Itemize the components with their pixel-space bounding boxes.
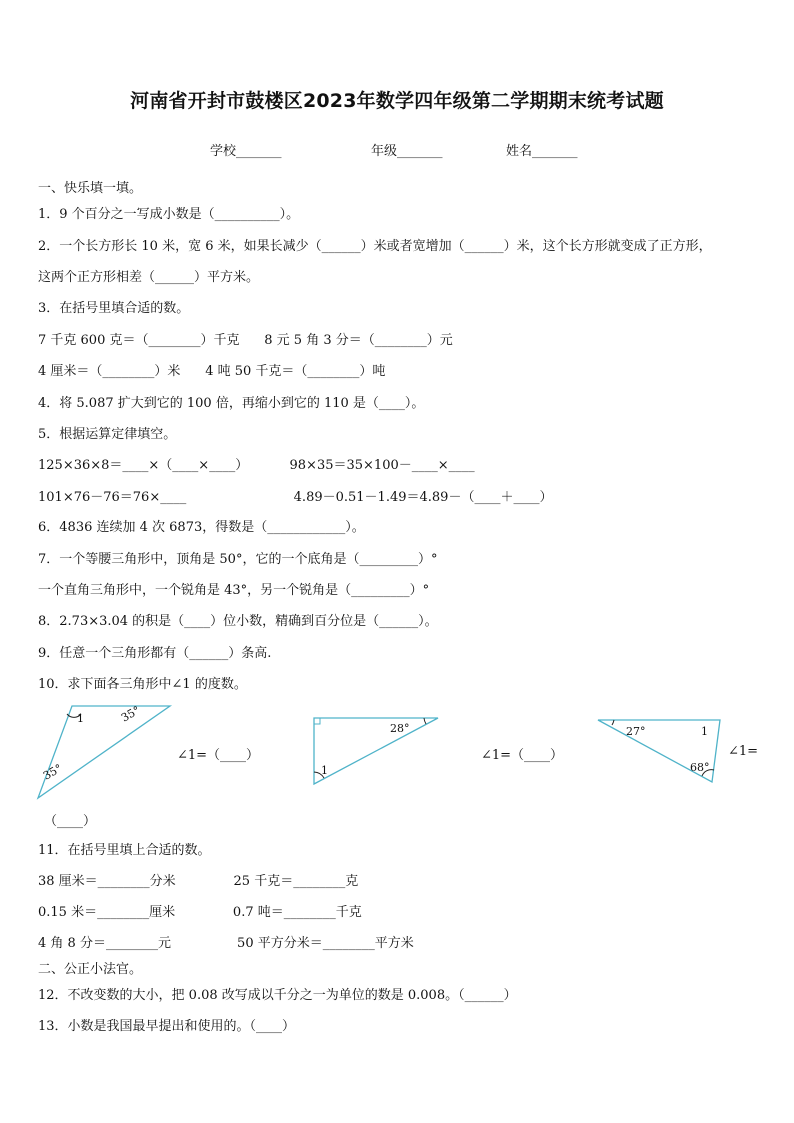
question-5-row-2: 101×76－76＝76×____ 4.89－0.51－1.49＝4.89－（____＋____） <box>38 490 553 505</box>
tri1-answer: ∠1=（____） <box>177 748 260 763</box>
triangle-figure-1 <box>34 700 176 804</box>
question-5-row-1: 125×36×8＝____×（____×____） 98×35＝35×100－____×____ <box>38 458 475 473</box>
tri1-angle-35-bottom: 35° <box>41 761 65 783</box>
question-11-row-1: 38 厘米＝________分米 25 千克＝________克 <box>38 874 359 889</box>
name-field: 姓名_______ <box>506 144 578 159</box>
tri2-answer: ∠1=（____） <box>481 748 564 763</box>
question-2-line-2: 这两个正方形相差（______）平方米。 <box>38 270 260 285</box>
triangle-figure-3 <box>594 714 724 786</box>
question-9: 9．任意一个三角形都有（______）条高. <box>38 646 272 661</box>
triangle-figure-2 <box>308 712 444 788</box>
question-6: 6．4836 连续加 4 次 6873，得数是（____________）。 <box>38 520 365 535</box>
question-11: 11．在括号里填上合适的数。 <box>38 843 211 858</box>
question-13: 13．小数是我国最早提出和使用的。（____） <box>38 1019 296 1034</box>
tri3-angle-27-label: 27° <box>626 725 646 738</box>
tri3-answer-prefix: ∠1= <box>728 744 759 759</box>
tri1-angle-35-top: 35° <box>119 703 143 725</box>
page-title: 河南省开封市鼓楼区2023年数学四年级第二学期期末统考试题 <box>130 90 664 112</box>
question-7-line-2: 一个直角三角形中，一个锐角是 43°，另一个锐角是（_________）° <box>38 583 430 598</box>
question-10: 10．求下面各三角形中∠1 的度数。 <box>38 677 247 692</box>
question-11-row-2: 0.15 米＝________厘米 0.7 吨＝________千克 <box>38 905 362 920</box>
question-1: 1．9 个百分之一写成小数是（__________）。 <box>38 207 300 222</box>
grade-field: 年级_______ <box>371 144 443 159</box>
tri1-angle-1-label: 1 <box>77 712 84 725</box>
question-2-line-1: 2．一个长方形长 10 米，宽 6 米，如果长减少（______）米或者宽增加（______）米，这个长方形就变成了正方形， <box>38 239 712 254</box>
question-12: 12．不改变数的大小，把 0.08 改写成以千分之一为单位的数是 0.008。（______） <box>38 988 517 1003</box>
question-3-row-1: 7 千克 600 克＝（________）千克 8 元 5 角 3 分＝（________）元 <box>38 333 453 348</box>
question-5: 5．根据运算定律填空。 <box>38 427 177 442</box>
question-3-row-2: 4 厘米＝（________）米 4 吨 50 千克＝（________）吨 <box>38 364 386 379</box>
section-heading-1: 一、快乐填一填。 <box>38 181 143 196</box>
question-3: 3．在括号里填合适的数。 <box>38 301 190 316</box>
tri2-angle-28-label: 28° <box>390 722 410 735</box>
tri3-angle-1-label: 1 <box>701 725 708 738</box>
tri1-answer-tail: （____） <box>44 814 97 829</box>
question-4: 4．将 5.087 扩大到它的 100 倍，再缩小到它的 110 是（____）。 <box>38 396 425 411</box>
section-heading-2: 二、公正小法官。 <box>38 962 143 977</box>
question-8: 8．2.73×3.04 的积是（____）位小数，精确到百分位是（______）。 <box>38 614 438 629</box>
school-field: 学校_______ <box>210 144 282 159</box>
question-11-row-3: 4 角 8 分＝________元 50 平方分米＝________平方米 <box>38 936 414 951</box>
question-7-line-1: 7．一个等腰三角形中，顶角是 50°，它的一个底角是（_________）° <box>38 552 438 567</box>
tri3-angle-68-label: 68° <box>690 761 710 774</box>
tri2-angle-1-label: 1 <box>321 764 328 777</box>
